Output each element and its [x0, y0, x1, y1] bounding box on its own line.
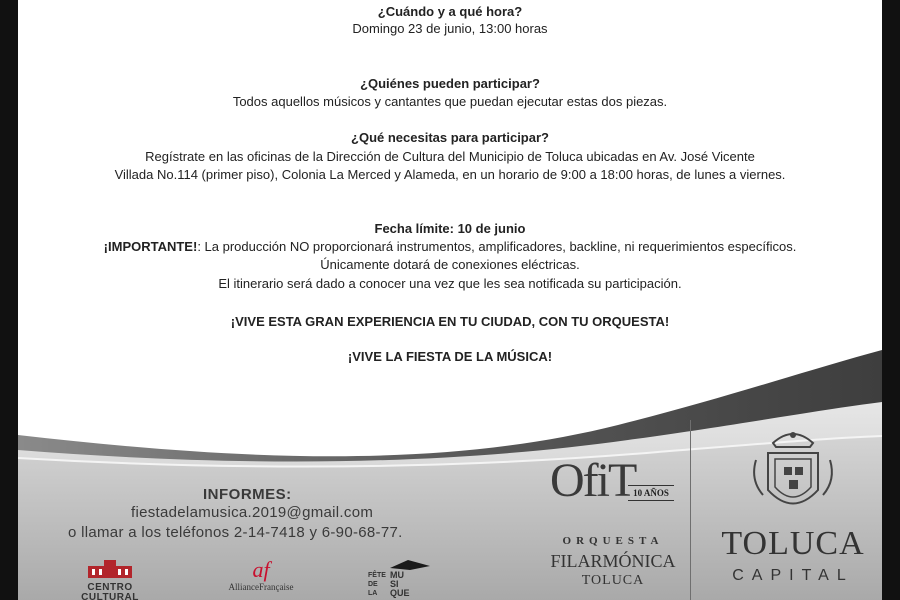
- need-text-line-1: Regístrate en las oficinas de la Dirección de Cultura del Municipio de Toluca ubicadas en Av. José Vicente: [145, 149, 755, 164]
- slogan-2: ¡VIVE LA FIESTA DE LA MÚSICA!: [347, 349, 553, 364]
- poster-sheet: [18, 0, 882, 600]
- fete-si: SI: [390, 579, 399, 589]
- informes-heading: INFORMES:: [203, 486, 292, 503]
- alliance-francaise-logo: [216, 558, 306, 600]
- centro-cultural-logo: [70, 560, 150, 600]
- fete-mu: MU: [390, 570, 404, 580]
- fete-de: DE: [368, 581, 378, 588]
- flag-icon: [390, 560, 430, 570]
- fete-la: LA: [368, 590, 378, 597]
- who-heading: ¿Quiénes pueden participar?: [360, 76, 540, 91]
- ofit-badge: 10 AÑOS: [628, 485, 674, 501]
- important-line-3: El itinerario será dado a conocer una vez que les sea notificada su participación.: [218, 276, 682, 291]
- ofit-logo: [528, 455, 698, 600]
- alliance-monogram-icon: af: [252, 557, 270, 582]
- ofit-line-2: FILARMÓNICA: [550, 551, 676, 571]
- fete-que: QUE: [390, 588, 410, 598]
- fete-text: FÊTE: [368, 572, 386, 579]
- need-text-line-2: Villada No.114 (primer piso), Colonia La Merced y Alameda, en un horario de 9:00 a 18:00 horas, de lunes a viernes.: [114, 167, 786, 182]
- toluca-name: TOLUCA: [721, 525, 865, 562]
- ofit-line-1: ORQUESTA: [562, 535, 664, 547]
- when-text: Domingo 23 de junio, 13:00 horas: [352, 21, 548, 36]
- toluca-sub: CAPITAL: [732, 567, 854, 584]
- important-line-2: Únicamente dotará de conexiones eléctricas.: [320, 257, 580, 272]
- important-line: [18, 238, 882, 256]
- important-text: : La producción NO proporcionará instrumentos, amplificadores, backline, ni requerimientos específicos.: [197, 239, 797, 254]
- fete-musique-logo: [368, 560, 438, 600]
- who-text: Todos aquellos músicos y cantantes que puedan ejecutar estas dos piezas.: [232, 94, 668, 109]
- informes-email[interactable]: fiestadelamusica.2019@gmail.com: [131, 504, 374, 521]
- slogan-1: ¡VIVE ESTA GRAN EXPERIENCIA EN TU CIUDAD, CON TU ORQUESTA!: [230, 314, 670, 329]
- ofit-line-3: TOLUCA: [581, 573, 645, 588]
- building-icon: [70, 560, 150, 578]
- when-heading: ¿Cuándo y a qué hora?: [377, 4, 523, 19]
- need-heading: ¿Qué necesitas para participar?: [351, 130, 549, 145]
- ofit-monogram: OfiT: [550, 454, 636, 507]
- cultural-text: CULTURAL: [81, 592, 139, 600]
- informes-block: [68, 486, 448, 543]
- alliance-text: AllianceFrançaise: [228, 582, 294, 592]
- informes-phones: o llamar a los teléfonos 2-14-7418 y 6-90-68-77.: [68, 524, 403, 541]
- important-label: ¡IMPORTANTE!: [103, 239, 198, 254]
- toluca-crest-icon: [748, 425, 838, 520]
- toluca-capital-logo: [708, 425, 878, 600]
- centro-text: CENTRO: [87, 582, 133, 593]
- deadline: Fecha límite: 10 de junio: [374, 221, 526, 236]
